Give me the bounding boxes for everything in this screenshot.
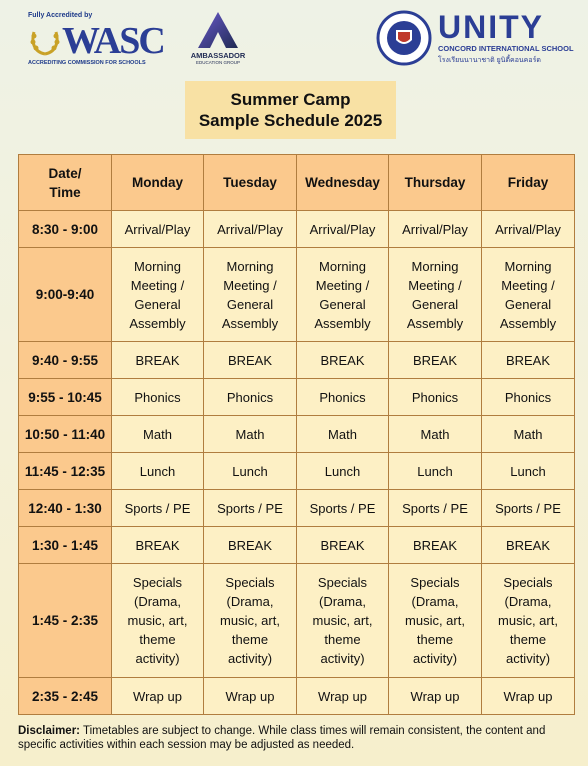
ambassador-logo — [183, 10, 253, 72]
activity-cell: Wrap up — [389, 678, 482, 715]
activity-cell: Arrival/Play — [389, 211, 482, 248]
time-cell: 1:45 - 2:35 — [19, 564, 112, 678]
wasc-wordmark: WASC — [62, 20, 164, 62]
activity-cell: BREAK — [297, 527, 389, 564]
activity-cell: Arrival/Play — [112, 211, 204, 248]
activity-cell: Phonics — [482, 379, 575, 416]
activity-cell: Arrival/Play — [482, 211, 575, 248]
activity-cell: Wrap up — [204, 678, 297, 715]
activity-cell: Math — [482, 416, 575, 453]
header-thursday: Thursday — [389, 155, 482, 211]
activity-cell: Morning Meeting / General Assembly — [204, 248, 297, 342]
activity-cell: Wrap up — [297, 678, 389, 715]
disclaimer-text: Timetables are subject to change. While class times will remain consistent, the content and specific activities within each session may be adjusted as needed. — [18, 725, 546, 751]
activity-cell: Math — [204, 416, 297, 453]
activity-cell: BREAK — [112, 342, 204, 379]
activity-cell: Phonics — [389, 379, 482, 416]
table-row — [19, 678, 575, 715]
activity-cell: Morning Meeting / General Assembly — [297, 248, 389, 342]
activity-cell: Math — [112, 416, 204, 453]
header-monday: Monday — [112, 155, 204, 211]
header-date-time: Date/ Time — [19, 155, 112, 211]
activity-cell: Arrival/Play — [297, 211, 389, 248]
time-cell: 9:00-9:40 — [19, 248, 112, 342]
unity-wordmark: UNITY — [438, 9, 544, 45]
time-cell: 1:30 - 1:45 — [19, 527, 112, 564]
table-row — [19, 564, 575, 678]
header-friday: Friday — [482, 155, 575, 211]
wasc-logo — [26, 10, 176, 70]
header-tuesday: Tuesday — [204, 155, 297, 211]
activity-cell: Lunch — [204, 453, 297, 490]
activity-cell: BREAK — [204, 527, 297, 564]
activity-cell: Sports / PE — [204, 490, 297, 527]
time-cell: 12:40 - 1:30 — [19, 490, 112, 527]
activity-cell: Lunch — [389, 453, 482, 490]
table-row — [19, 248, 575, 342]
table-row — [19, 527, 575, 564]
disclaimer-label: Disclaimer: — [18, 725, 81, 737]
table-row — [19, 211, 575, 248]
activity-cell: Morning Meeting / General Assembly — [482, 248, 575, 342]
activity-cell: BREAK — [482, 342, 575, 379]
table-row — [19, 416, 575, 453]
activity-cell: Sports / PE — [389, 490, 482, 527]
activity-cell: BREAK — [112, 527, 204, 564]
activity-cell: Specials (Drama, music, art, theme activity) — [482, 564, 575, 678]
activity-cell: Specials (Drama, music, art, theme activity) — [204, 564, 297, 678]
activity-cell: Phonics — [204, 379, 297, 416]
header-row — [19, 155, 575, 211]
activity-cell: BREAK — [204, 342, 297, 379]
activity-cell: Phonics — [297, 379, 389, 416]
ambassador-group: EDUCATION GROUP — [196, 60, 240, 65]
wasc-sub-text: ACCREDITING COMMISSION FOR SCHOOLS — [28, 60, 146, 66]
activity-cell: Lunch — [112, 453, 204, 490]
activity-cell: BREAK — [482, 527, 575, 564]
ambassador-name: AMBASSADOR — [190, 51, 246, 60]
activity-cell: Morning Meeting / General Assembly — [389, 248, 482, 342]
unity-sub-text: CONCORD INTERNATIONAL SCHOOL — [438, 44, 574, 53]
header-wednesday: Wednesday — [297, 155, 389, 211]
activity-cell: Wrap up — [112, 678, 204, 715]
laurel-wreath-icon — [28, 24, 62, 58]
schedule-table — [18, 154, 575, 715]
activity-cell: Sports / PE — [112, 490, 204, 527]
time-cell: 9:40 - 9:55 — [19, 342, 112, 379]
unity-logo — [376, 10, 576, 70]
activity-cell: Morning Meeting / General Assembly — [112, 248, 204, 342]
activity-cell: BREAK — [389, 342, 482, 379]
activity-cell: BREAK — [297, 342, 389, 379]
time-cell: 11:45 - 12:35 — [19, 453, 112, 490]
activity-cell: Specials (Drama, music, art, theme activity) — [389, 564, 482, 678]
unity-thai-text: โรงเรียนนานาชาติ ยูนิตี้คอนคอร์ด — [438, 57, 541, 64]
activity-cell: Specials (Drama, music, art, theme activity) — [112, 564, 204, 678]
activity-cell: BREAK — [389, 527, 482, 564]
header — [0, 0, 588, 80]
title-line-2: Sample Schedule 2025 — [198, 111, 383, 130]
ambassador-triangle-icon — [196, 10, 240, 50]
time-cell: 8:30 - 9:00 — [19, 211, 112, 248]
activity-cell: Sports / PE — [297, 490, 389, 527]
activity-cell: Arrival/Play — [204, 211, 297, 248]
activity-cell: Phonics — [112, 379, 204, 416]
activity-cell: Sports / PE — [482, 490, 575, 527]
school-seal-icon — [376, 10, 432, 66]
table-row — [19, 379, 575, 416]
table-row — [19, 490, 575, 527]
activity-cell: Math — [389, 416, 482, 453]
title-line-1: Summer Camp — [230, 90, 351, 109]
activity-cell: Specials (Drama, music, art, theme activity) — [297, 564, 389, 678]
activity-cell: Lunch — [297, 453, 389, 490]
activity-cell: Wrap up — [482, 678, 575, 715]
page-title — [185, 81, 396, 139]
time-cell: 10:50 - 11:40 — [19, 416, 112, 453]
disclaimer — [18, 724, 574, 752]
activity-cell: Math — [297, 416, 389, 453]
wasc-top-text: Fully Accredited by — [28, 12, 93, 19]
activity-cell: Lunch — [482, 453, 575, 490]
time-cell: 9:55 - 10:45 — [19, 379, 112, 416]
time-cell: 2:35 - 2:45 — [19, 678, 112, 715]
table-row — [19, 342, 575, 379]
table-row — [19, 453, 575, 490]
